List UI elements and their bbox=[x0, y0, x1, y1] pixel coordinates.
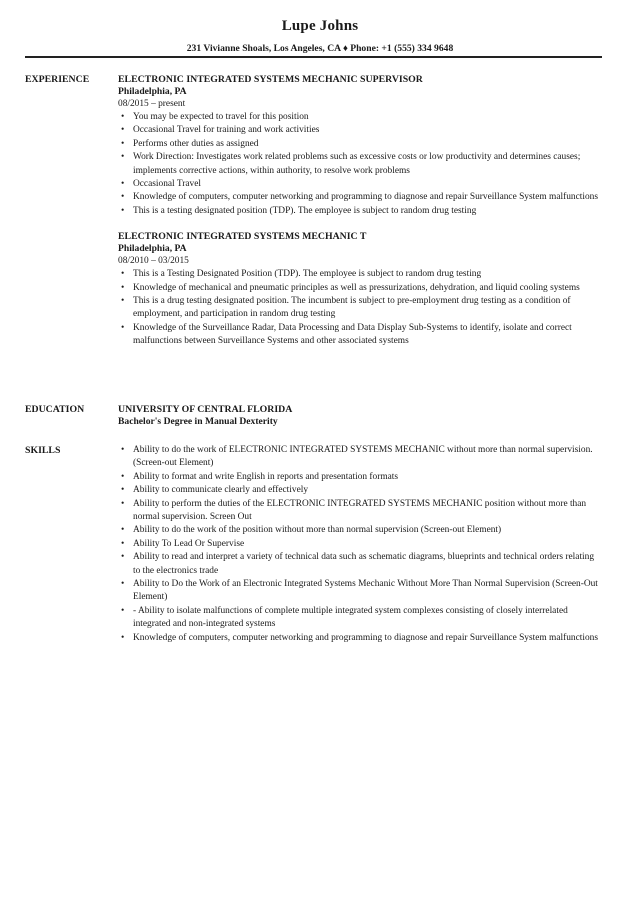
bullet-text: - Ability to isolate malfunctions of complete multiple integrated system complexes consisting of closely interrelated integrated and non-integrated systems bbox=[133, 605, 568, 630]
bullet-dot-icon: • bbox=[121, 471, 125, 482]
bullet-item bbox=[118, 295, 602, 322]
bullet-dot-icon: • bbox=[121, 632, 125, 643]
bullet-text: Work Direction: Investigates work related problems such as excessive costs or low productivity and determines causes; implements corrective actions, within authority, to resolve work problems bbox=[133, 152, 581, 176]
bullet-dot-icon: • bbox=[121, 282, 125, 293]
bullet-text: Ability to format and write English in reports and presentation formats bbox=[133, 471, 399, 482]
bullet-item bbox=[118, 551, 602, 578]
bullet-dot-icon: • bbox=[121, 112, 125, 122]
experience-heading: EXPERIENCE bbox=[25, 74, 90, 85]
bullet-item bbox=[118, 268, 602, 281]
job-location: Philadelphia, PA bbox=[118, 243, 187, 255]
bullet-dot-icon: • bbox=[121, 138, 125, 149]
bullet-item bbox=[118, 124, 602, 137]
bullet-text: Ability to do the work of ELECTRONIC INTEGRATED SYSTEMS MECHANIC without more than normal supervision. (Screen-out Element) bbox=[133, 445, 593, 469]
bullet-item bbox=[118, 498, 602, 525]
bullet-text: Ability To Lead Or Supervise bbox=[133, 538, 245, 549]
bullet-dot-icon: • bbox=[121, 296, 125, 307]
bullet-text: Knowledge of computers, computer networking and programming to diagnose and repair Surveillance System malfunctions bbox=[133, 632, 598, 643]
school-name: UNIVERSITY OF CENTRAL FLORIDA bbox=[118, 404, 293, 415]
bullet-dot-icon: • bbox=[121, 179, 125, 190]
bullet-item bbox=[118, 282, 602, 295]
bullet-text: Occasional Travel for training and work activities bbox=[133, 125, 320, 136]
bullet-dot-icon: • bbox=[121, 498, 125, 509]
bullet-item bbox=[118, 484, 602, 497]
bullet-text: Ability to communicate clearly and effectively bbox=[133, 485, 309, 496]
job-entry bbox=[118, 230, 602, 348]
job-dates: 08/2015 – present bbox=[118, 99, 186, 109]
skills-body bbox=[118, 444, 602, 645]
bullet-dot-icon: • bbox=[121, 322, 125, 333]
bullet-dot-icon: • bbox=[121, 579, 125, 590]
job-bullets bbox=[118, 268, 602, 348]
bullet-text: This is a testing designated position (TDP). The employee is subject to random drug testing bbox=[133, 205, 477, 216]
resume-header bbox=[0, 0, 640, 55]
bullet-dot-icon: • bbox=[121, 485, 125, 496]
bullet-dot-icon: • bbox=[121, 152, 125, 163]
candidate-name: Lupe Johns bbox=[281, 18, 359, 34]
job-entry bbox=[118, 73, 602, 218]
education-heading: EDUCATION bbox=[25, 404, 85, 415]
skills-heading: SKILLS bbox=[25, 445, 61, 456]
bullet-item bbox=[118, 471, 602, 484]
contact-line: 231 Vivianne Shoals, Los Angeles, CA ♦ Phone: +1 (555) 334 9648 bbox=[186, 43, 454, 54]
bullet-item bbox=[118, 322, 602, 349]
bullet-dot-icon: • bbox=[121, 605, 125, 616]
bullet-text: Knowledge of computers, computer networking and programming to diagnose and repair Surveillance System malfunctions bbox=[133, 192, 598, 203]
bullet-item bbox=[118, 538, 602, 551]
bullet-item bbox=[118, 151, 602, 178]
job-title: ELECTRONIC INTEGRATED SYSTEMS MECHANIC T bbox=[118, 231, 367, 243]
bullet-text: Knowledge of the Surveillance Radar, Data Processing and Data Display Sub-Systems to identify, isolate and correct malfunctions between Surveillance Systems and other associated systems bbox=[133, 322, 572, 347]
bullet-item bbox=[118, 178, 602, 191]
bullet-dot-icon: • bbox=[121, 269, 125, 280]
bullet-dot-icon: • bbox=[121, 445, 125, 455]
bullet-text: Knowledge of mechanical and pneumatic principles as well as pressurizations, dehydration, and liquid cooling systems bbox=[133, 282, 580, 293]
bullet-text: You may be expected to travel for this position bbox=[133, 112, 309, 122]
degree-name: Bachelor's Degree in Manual Dexterity bbox=[118, 416, 278, 427]
header-divider bbox=[25, 56, 602, 58]
bullet-text: Occasional Travel bbox=[133, 179, 201, 190]
bullet-text: Performs other duties as assigned bbox=[133, 138, 259, 149]
bullet-dot-icon: • bbox=[121, 538, 125, 549]
job-bullets bbox=[118, 111, 602, 218]
bullet-text: Ability to read and interpret a variety of technical data such as schematic diagrams, blueprints and technical orders relating to the electronics trade bbox=[133, 552, 595, 576]
bullet-text: Ability to perform the duties of the ELECTRONIC INTEGRATED SYSTEMS MECHANIC position without more than normal supervision. Screen Out bbox=[133, 498, 587, 523]
job-location: Philadelphia, PA bbox=[118, 86, 187, 97]
bullet-text: This is a Testing Designated Position (TDP). The employee is subject to random drug testing bbox=[133, 269, 482, 280]
bullet-item bbox=[118, 191, 602, 204]
bullet-dot-icon: • bbox=[121, 205, 125, 216]
bullet-item bbox=[118, 111, 602, 124]
education-body bbox=[118, 403, 602, 428]
bullet-text: This is a drug testing designated position. The incumbent is subject to pre-employment drug testing as a condition of employment, and participation in random drug testing bbox=[133, 296, 571, 320]
bullet-dot-icon: • bbox=[121, 192, 125, 203]
bullet-text: Ability to Do the Work of an Electronic Integrated Systems Mechanic Without More Than Normal Supervision (Screen-Out Element) bbox=[133, 579, 598, 603]
job-dates: 08/2010 – 03/2015 bbox=[118, 256, 189, 267]
bullet-dot-icon: • bbox=[121, 552, 125, 563]
bullet-dot-icon: • bbox=[121, 125, 125, 136]
job-title: ELECTRONIC INTEGRATED SYSTEMS MECHANIC SUPERVISOR bbox=[118, 74, 423, 85]
bullet-item bbox=[118, 444, 602, 471]
bullet-item bbox=[118, 578, 602, 605]
bullet-dot-icon: • bbox=[121, 525, 125, 536]
bullet-item bbox=[118, 605, 602, 632]
experience-body bbox=[118, 73, 602, 349]
bullet-item bbox=[118, 138, 602, 151]
bullet-item bbox=[118, 205, 602, 218]
skills-bullets bbox=[118, 444, 602, 645]
bullet-text: Ability to do the work of the position without more than normal supervision (Screen-out Element) bbox=[133, 525, 502, 536]
bullet-item bbox=[118, 524, 602, 537]
bullet-item bbox=[118, 632, 602, 645]
